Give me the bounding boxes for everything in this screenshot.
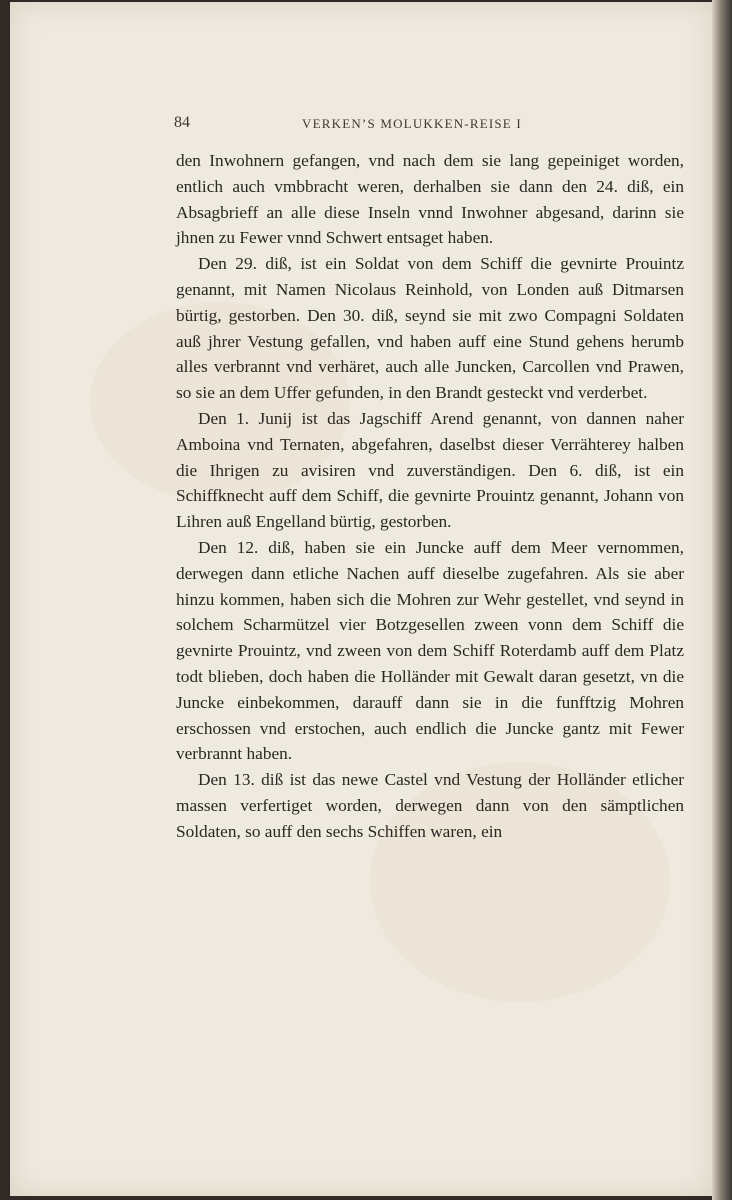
page-number: 84 [174,114,190,131]
body-text [176,148,684,845]
book-spine-edge [712,0,732,1200]
paragraph: Den 29. diß, ist ein Soldat von dem Schiff die gevnirte Prouintz genannt, mit Namen Nicolaus Reinhold, von Londen auß Ditmarsen bürtig, gestorben. Den 30. diß, seynd sie mit zwo Compagni Soldaten auß jhrer Vestung gefallen, vnd haben auff eine Stund gehens herumb alles verbrannt vnd verhäret, auch alle Juncken, Carcollen vnd Prawen, so sie an dem Uffer gefunden, in den Brandt gesteckt vnd verderbet. [176,254,684,403]
paragraph: den Inwohnern gefangen, vnd nach dem sie lang gepeiniget worden, entlich auch vmbbracht weren, derhalben sie dann den 24. diß, ein Absagbrieff an alle diese Inseln vnnd Inwohner abgesand, darinn sie jhnen zu Fewer vnnd Schwert entsaget haben. [176,151,684,248]
paragraph: Den 12. diß, haben sie ein Juncke auff dem Meer vernommen, derwegen dann etliche Nachen auff dieselbe zugefahren. Als sie aber hinzu kommen, haben sich die Mohren zur Wehr gestellet, vnd seynd in solchem Scharmützel vier Botzgesellen zween vonn dem Schiff die gevnirte Prouintz, vnd zween von dem Schiff Roterdamb auff dem Platz todt blieben, doch haben die Holländer mit Gewalt daran gesetzt, vn die Juncke einbekommen, darauff dann sie in die funfftzig Mohren erschossen vnd erstochen, auch endlich die Juncke gantz mit Fewer verbrannt haben. [176,537,684,764]
running-title: VERKEN’S MOLUKKEN-REISE I [302,116,522,131]
paragraph: Den 13. diß ist das newe Castel vnd Vestung der Holländer etlicher massen verfertiget worden, derwegen dann von den sämptlichen Soldaten, so auff den sechs Schiffen waren, ein [176,770,684,841]
paragraph: Den 1. Junij ist das Jagschiff Arend genannt, von dannen naher Amboina vnd Ternaten, abgefahren, daselbst dieser Verrähterey halben die Ihrigen zu avisiren vnd zuverständigen. Den 6. diß, ist ein Schiffknecht auff dem Schiff, die gevnirte Prouintz genannt, Johann von Lihren auß Engelland bürtig, gestorben. [176,408,684,532]
page-header [174,114,684,138]
